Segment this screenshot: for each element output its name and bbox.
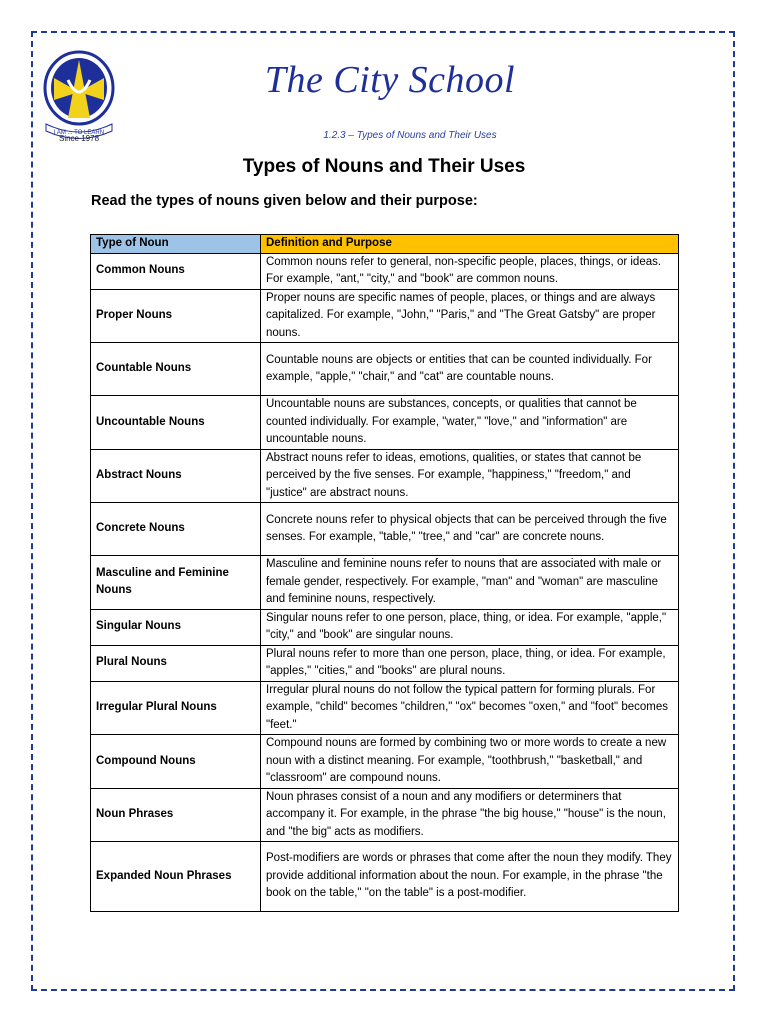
definition-cell: Countable nouns are objects or entities that can be counted individually. For example, "apple," "chair," and "cat" are countable nouns. bbox=[261, 343, 679, 396]
table-row bbox=[91, 681, 679, 735]
definition-cell: Abstract nouns refer to ideas, emotions, qualities, or states that cannot be perceived by the five senses. For example, "happiness," "freedom," and "justice" are abstract nouns. bbox=[261, 449, 679, 503]
column-header-definition: Definition and Purpose bbox=[261, 235, 679, 254]
logo-since-caption: Since 1978 bbox=[58, 134, 100, 143]
document-title: Types of Nouns and Their Uses bbox=[242, 156, 526, 177]
table-row bbox=[91, 253, 679, 289]
table-row bbox=[91, 788, 679, 842]
table-row bbox=[91, 609, 679, 645]
instruction-text: Read the types of nouns given below and their purpose: bbox=[91, 193, 478, 209]
school-name-heading: The City School bbox=[264, 59, 516, 101]
definition-cell: Masculine and feminine nouns refer to nouns that are associated with male or female gender, respectively. For example, "man" and "woman" are masculine and feminine nouns, respectively. bbox=[261, 556, 679, 610]
definition-cell: Plural nouns refer to more than one person, place, thing, or idea. For example, "apples," "cities," and "books" are plural nouns. bbox=[261, 645, 679, 681]
table-row bbox=[91, 343, 679, 396]
table-row bbox=[91, 396, 679, 450]
table-row bbox=[91, 842, 679, 912]
logo-motto: I AM ... TO LEARN bbox=[53, 130, 105, 136]
noun-types-table bbox=[90, 234, 679, 912]
table-row bbox=[91, 556, 679, 610]
noun-type-cell: Proper Nouns bbox=[91, 289, 261, 343]
noun-type-cell: Uncountable Nouns bbox=[91, 396, 261, 450]
noun-type-cell: Plural Nouns bbox=[91, 645, 261, 681]
definition-cell: Irregular plural nouns do not follow the typical pattern for forming plurals. For example, "child" becomes "children," "ox" becomes "oxen," and "foot" becomes "feet." bbox=[261, 681, 679, 735]
table-row bbox=[91, 289, 679, 343]
definition-cell: Noun phrases consist of a noun and any modifiers or determiners that accompany it. For example, in the phrase "the big house," "house" is the noun, and "the big" acts as modifiers. bbox=[261, 788, 679, 842]
noun-type-cell: Common Nouns bbox=[91, 253, 261, 289]
table-row bbox=[91, 503, 679, 556]
definition-cell: Compound nouns are formed by combining two or more words to create a new noun with a distinct meaning. For example, "toothbrush," "basketball," and "classroom" are compound nouns. bbox=[261, 735, 679, 789]
definition-cell: Singular nouns refer to one person, place, thing, or idea. For example, "apple," "city," and "book" are singular nouns. bbox=[261, 609, 679, 645]
definition-cell: Proper nouns are specific names of people, places, or things and are always capitalized. For example, "John," "Paris," and "The Great Gatsby" are proper nouns. bbox=[261, 289, 679, 343]
column-header-type: Type of Noun bbox=[91, 235, 261, 254]
noun-type-cell: Abstract Nouns bbox=[91, 449, 261, 503]
table-header-row bbox=[91, 235, 679, 254]
table-row bbox=[91, 645, 679, 681]
noun-type-cell: Irregular Plural Nouns bbox=[91, 681, 261, 735]
noun-type-cell: Expanded Noun Phrases bbox=[91, 842, 261, 912]
lesson-subtitle: 1.2.3 – Types of Nouns and Their Uses bbox=[323, 130, 497, 141]
noun-type-cell: Compound Nouns bbox=[91, 735, 261, 789]
definition-cell: Concrete nouns refer to physical objects that can be perceived through the five senses. For example, "table," "tree," and "car" are concrete nouns. bbox=[261, 503, 679, 556]
definition-cell: Common nouns refer to general, non-specific people, places, things, or ideas. For example, "ant," "city," and "book" are common nouns. bbox=[261, 253, 679, 289]
noun-type-cell: Concrete Nouns bbox=[91, 503, 261, 556]
table-row bbox=[91, 449, 679, 503]
noun-type-cell: Countable Nouns bbox=[91, 343, 261, 396]
noun-type-cell: Singular Nouns bbox=[91, 609, 261, 645]
definition-cell: Uncountable nouns are substances, concepts, or qualities that cannot be counted individually. For example, "water," "love," and "information" are uncountable nouns. bbox=[261, 396, 679, 450]
noun-type-cell: Noun Phrases bbox=[91, 788, 261, 842]
definition-cell: Post-modifiers are words or phrases that come after the noun they modify. They provide additional information about the noun. For example, in the phrase "the book on the table," "on the table" is a post-modifier. bbox=[261, 842, 679, 912]
table-row bbox=[91, 735, 679, 789]
noun-type-cell: Masculine and Feminine Nouns bbox=[91, 556, 261, 610]
school-crest-icon bbox=[38, 48, 120, 146]
